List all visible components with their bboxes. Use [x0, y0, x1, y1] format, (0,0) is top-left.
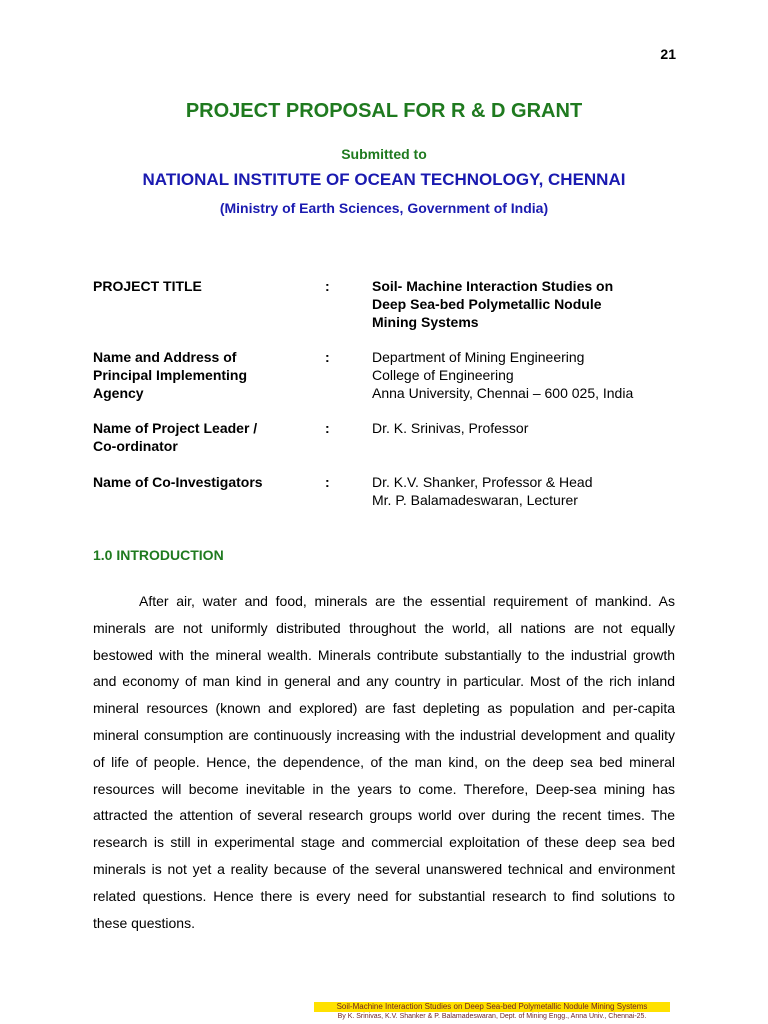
- info-label: [93, 277, 293, 295]
- value-line: Mr. P. Balamadeswaran, Lecturer: [372, 492, 578, 508]
- label-line: Name and Address of: [93, 349, 237, 365]
- value-line: Department of Mining Engineering: [372, 349, 585, 365]
- info-label: [93, 348, 293, 402]
- ministry-name: (Ministry of Earth Sciences, Government of India): [219, 200, 549, 216]
- info-value: [372, 277, 702, 331]
- value-line: Dr. K.V. Shanker, Professor & Head: [372, 474, 593, 490]
- label-line: PROJECT TITLE: [93, 278, 202, 294]
- document-title: PROJECT PROPOSAL FOR R & D GRANT: [185, 100, 583, 122]
- info-label: [93, 473, 293, 491]
- value-line: Deep Sea-bed Polymetallic Nodule: [372, 296, 602, 312]
- value-line: Mining Systems: [372, 314, 479, 330]
- label-line: Name of Co-Investigators: [93, 474, 263, 490]
- intro-paragraph: After air, water and food, minerals are the essential requirement of mankind. As minerals are not uniformly distributed throughout the world, all nations are not equally bestowed with the mineral wealth. Minerals contribute substantially to the industrial growth and economy of man kind in general and any country in particular. Most of the rich inland mineral resources (known and explored) are fast depleting as population and per-capita mineral consumption are continuously increasing with the industrial development and quality of life of people. Hence, the dependence, of the man kind, on the deep sea bed mineral resources will become inevitable in the years to come. Therefore, Deep-sea mining has attracted the attention of several research groups world over during the recent times. The research is still in experimental stage and commercial exploitation of these deep sea bed minerals is not yet a reality because of the several unanswered technical and environment related questions. Hence there is every need for substantial research to find solutions to these questions.: [93, 593, 675, 931]
- label-line: Co-ordinator: [93, 438, 178, 454]
- info-colon: :: [325, 349, 330, 365]
- submitted-to: Submitted to: [341, 146, 427, 162]
- info-colon: :: [325, 278, 330, 294]
- footer-title: Soil-Machine Interaction Studies on Deep Sea-bed Polymetallic Nodule Mining Systems: [314, 1002, 670, 1012]
- label-line: Principal Implementing: [93, 367, 248, 383]
- label-line: Agency: [93, 385, 144, 401]
- label-line: Name of Project Leader /: [93, 420, 258, 436]
- footer-authors: By K. Srinivas, K.V. Shanker & P. Balamadeswaran, Dept. of Mining Engg., Anna Univ., Chennai-25.: [337, 1013, 647, 1020]
- institute-name: NATIONAL INSTITUTE OF OCEAN TECHNOLOGY, CHENNAI: [142, 170, 626, 189]
- info-value: [372, 473, 702, 509]
- info-value: [372, 348, 702, 402]
- value-line: Anna University, Chennai – 600 025, India: [372, 385, 634, 401]
- info-value: [372, 419, 702, 437]
- value-line: Soil- Machine Interaction Studies on: [372, 278, 614, 294]
- section-heading: 1.0 INTRODUCTION: [93, 547, 224, 563]
- info-colon: :: [325, 420, 330, 436]
- value-line: Dr. K. Srinivas, Professor: [372, 420, 529, 436]
- info-label: [93, 419, 293, 455]
- info-colon: :: [325, 474, 330, 490]
- page-number: 21: [660, 46, 676, 62]
- value-line: College of Engineering: [372, 367, 514, 383]
- page-footer: [314, 1002, 670, 1022]
